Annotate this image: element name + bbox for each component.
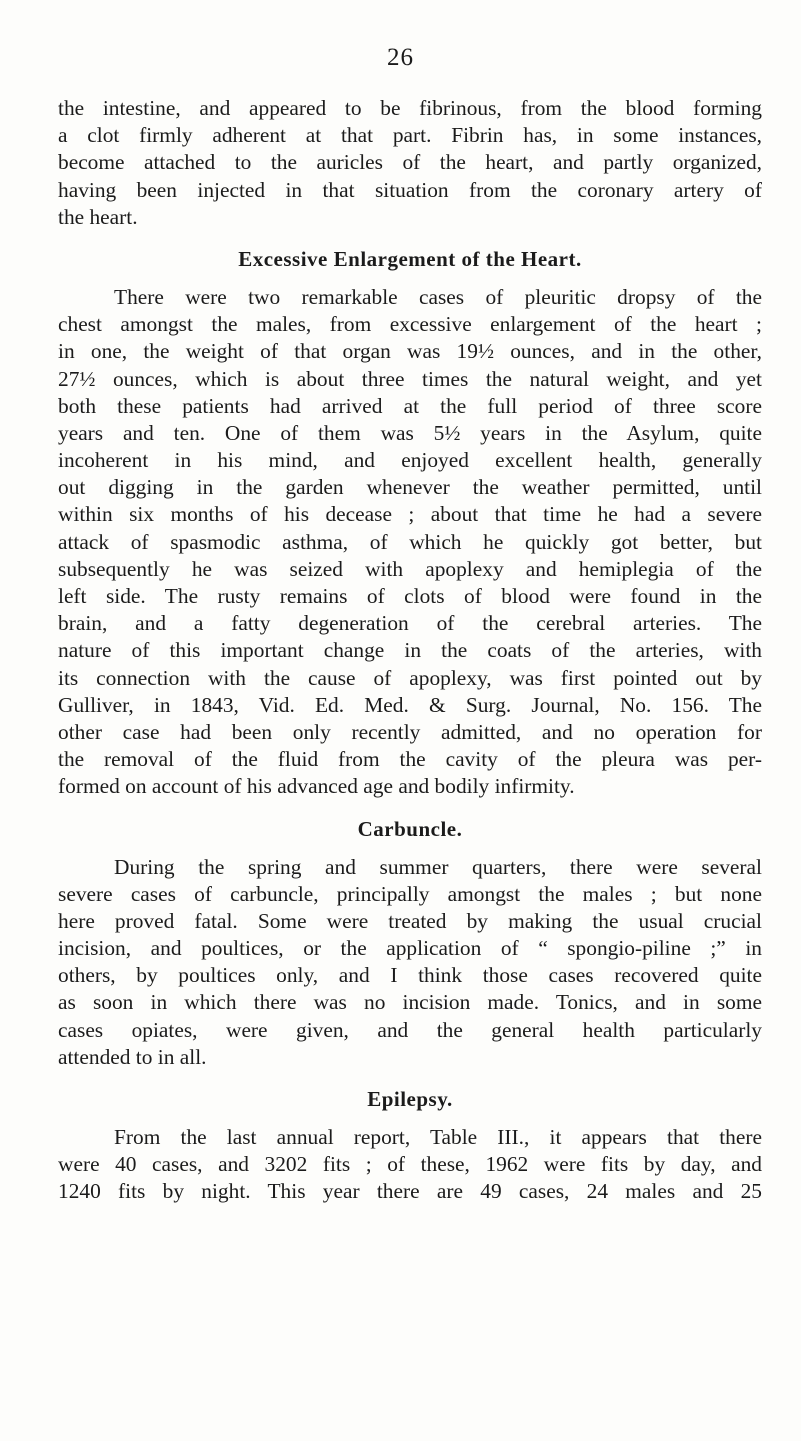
text-line: both these patients had arrived at the full period of three score: [58, 393, 762, 418]
text-line: out digging in the garden whenever the weather permitted, until: [58, 475, 762, 500]
text-line: were 40 cases, and 3202 fits ; of these, 1962 were fits by day, and: [58, 1152, 762, 1177]
text-line: incoherent in his mind, and enjoyed excellent health, generally: [58, 448, 762, 473]
text-line: the heart.: [58, 204, 138, 229]
text-line: a clot firmly adherent at that part. Fibrin has, in some instances,: [58, 123, 762, 148]
text-line: become attached to the auricles of the heart, and partly organized,: [58, 150, 762, 175]
text-line: attack of spasmodic asthma, of which he quickly got better, but: [58, 529, 762, 554]
text-line: left side. The rusty remains of clots of blood were found in the: [58, 584, 762, 608]
section-heading-heart: Excessive Enlargement of the Heart.: [238, 246, 582, 271]
text-line: severe cases of carbuncle, principally amongst the males ; but none: [58, 881, 762, 906]
text-line: subsequently he was seized with apoplexy and hemiplegia of the: [58, 556, 762, 581]
text-line: incision, and poultices, or the application of “ spongio-piline ;” in: [58, 936, 762, 961]
carbuncle-paragraph: [58, 854, 762, 1072]
page-number: 26: [387, 44, 414, 71]
text-line: formed on account of his advanced age and bodily infirmity.: [58, 774, 575, 799]
body-text: [58, 95, 762, 1206]
text-line: the removal of the fluid from the cavity of the pleura was per-: [58, 747, 762, 772]
text-line: here proved fatal. Some were treated by making the usual crucial: [58, 908, 762, 933]
heart-paragraph: [58, 284, 762, 801]
text-line: Gulliver, in 1843, Vid. Ed. Med. & Surg. Journal, No. 156. The: [58, 692, 762, 717]
text-line: brain, and a fatty degeneration of the cerebral arteries. The: [58, 611, 762, 636]
text-line: its connection with the cause of apoplexy, was first pointed out by: [58, 665, 762, 690]
text-line: 1240 fits by night. This year there are 49 cases, 24 males and 25: [58, 1179, 762, 1204]
text-line: 27½ ounces, which is about three times the natural weight, and yet: [58, 366, 762, 391]
top-paragraph: [58, 95, 762, 231]
text-line: other case had been only recently admitted, and no operation for: [58, 719, 762, 744]
text-line: years and ten. One of them was 5½ years in the Asylum, quite: [58, 420, 762, 445]
text-line: cases opiates, were given, and the general health particularly: [58, 1017, 762, 1042]
text-line: in one, the weight of that organ was 19½ ounces, and in the other,: [58, 339, 762, 364]
text-line: others, by poultices only, and I think those cases recovered quite: [58, 963, 762, 988]
epilepsy-paragraph: [58, 1124, 762, 1206]
text-line: There were two remarkable cases of pleuritic dropsy of the: [114, 284, 762, 309]
text-line: nature of this important change in the coats of the arteries, with: [58, 638, 762, 663]
text-line: From the last annual report, Table III., it appears that there: [114, 1125, 762, 1149]
text-line: attended to in all.: [58, 1044, 207, 1069]
text-line: the intestine, and appeared to be fibrinous, from the blood forming: [58, 96, 762, 120]
text-line: having been injected in that situation from the coronary artery of: [58, 177, 762, 202]
text-line: within six months of his decease ; about that time he had a severe: [58, 502, 762, 527]
section-heading-carbuncle: Carbuncle.: [357, 816, 463, 841]
text-line: During the spring and summer quarters, there were several: [114, 854, 762, 879]
section-heading-epilepsy: Epilepsy.: [367, 1087, 453, 1111]
text-line: as soon in which there was no incision made. Tonics, and in some: [58, 990, 762, 1015]
text-line: chest amongst the males, from excessive enlargement of the heart ;: [58, 312, 762, 337]
